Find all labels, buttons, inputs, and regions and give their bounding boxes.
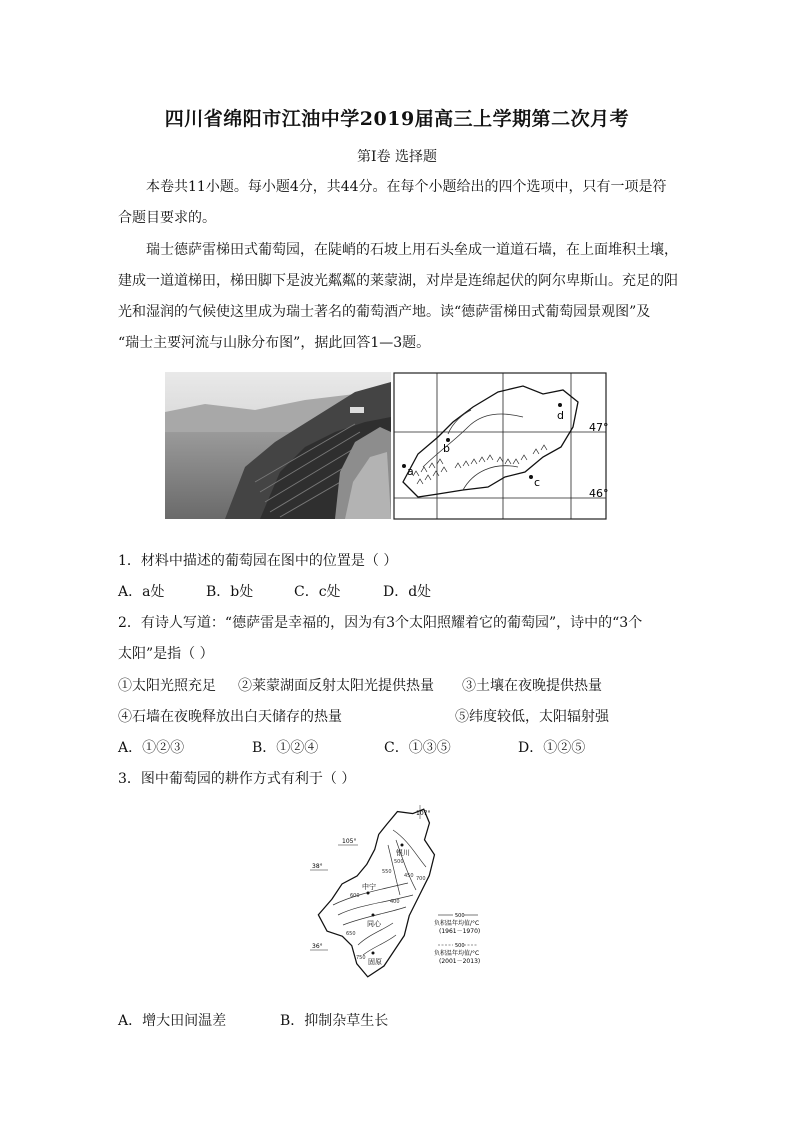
passage-line-4: “瑞士主要河流与山脉分布图”，据此回答1—3题。 <box>118 335 431 351</box>
lon-105-label: 105° <box>342 838 357 845</box>
legend1-label: 负积温年均值/°C <box>434 920 480 927</box>
city-yinchuan-label: 银川 <box>396 849 410 857</box>
isoline-label: 750 <box>356 955 366 961</box>
lon-107-label: 107° <box>416 810 431 817</box>
legend2-years: (2001－2013) <box>439 958 481 965</box>
q3-option-b: B．抑制杂草生长 <box>280 1013 389 1029</box>
lat-36-label: 36° <box>312 943 323 950</box>
ningxia-isoline-map <box>298 805 508 980</box>
isoline-label: 600 <box>350 893 360 899</box>
q1-stem: 1．材料中描述的葡萄园在图中的位置是（ ） <box>118 553 398 569</box>
point-d-label: d <box>557 409 564 422</box>
legend1-value: 500 <box>455 913 465 919</box>
switzerland-river-mountain-map <box>393 372 617 522</box>
map-legend <box>434 913 480 965</box>
isoline-label: 500 <box>394 859 404 865</box>
isoline-label: 550 <box>382 869 392 875</box>
q2-stem-line-1: 2．有诗人写道：“德萨雷是幸福的，因为有3个太阳照耀着它的葡萄园”，诗中的“3个 <box>118 615 643 631</box>
intro-line-2: 合题目要求的。 <box>118 210 216 226</box>
q2-option-c: C．①③⑤ <box>384 740 451 756</box>
city-tongxin-label: 同心 <box>367 920 381 928</box>
lat-46-label: 46° <box>589 487 609 500</box>
passage-line-1: 瑞士德萨雷梯田式葡萄园，在陡峭的石坡上用石头垒成一道道石墙，在上面堆积土壤， <box>146 242 678 258</box>
point-a-label: a <box>407 465 414 478</box>
q2-option-b: B．①②④ <box>252 740 319 756</box>
q2-option-a: A．①②③ <box>118 740 185 756</box>
lat-38-label: 38° <box>312 863 323 870</box>
figure-vineyard-and-map <box>165 372 617 522</box>
isoline-label: 400 <box>390 899 400 905</box>
q2-option-d: D．①②⑤ <box>518 740 586 756</box>
intro-line-1: 本卷共11小题。每小题4分，共44分。在每个小题给出的四个选项中，只有一项是符 <box>146 179 667 195</box>
q2-item-5: ⑤纬度较低，太阳辐射强 <box>455 709 609 725</box>
q2-item-3: ③土壤在夜晚提供热量 <box>462 678 602 694</box>
q3-stem: 3．图中葡萄园的耕作方式有利于（ ） <box>118 771 356 787</box>
lat-47-label: 47° <box>589 421 609 434</box>
point-c-label: c <box>534 476 541 489</box>
q1-option-c: C．c处 <box>294 584 341 600</box>
passage-line-3: 光和湿润的气候使这里成为瑞士著名的葡萄酒产地。读“德萨雷梯田式葡萄园景观图”及 <box>118 304 651 320</box>
legend2-value: 500 <box>455 943 465 949</box>
q1-option-d: D．d处 <box>383 584 432 600</box>
legend1-years: (1961－1970) <box>439 928 481 935</box>
q1-option-a: A．a处 <box>118 584 165 600</box>
q2-item-1: ①太阳光照充足 <box>118 678 216 694</box>
passage-line-2: 建成一道道梯田，梯田脚下是波光粼粼的莱蒙湖，对岸是连绵起伏的阿尔卑斯山。充足的阳 <box>118 273 678 289</box>
legend2-label: 负积温年均值/°C <box>434 950 480 957</box>
city-guyuan-label: 固原 <box>368 958 382 966</box>
page-title: 四川省绵阳市江油中学2019届高三上学期第二次月考 <box>164 108 630 130</box>
q2-stem-line-2: 太阳”是指（ ） <box>118 646 214 662</box>
isoline-label: 450 <box>404 873 414 879</box>
isoline-label: 650 <box>346 931 356 937</box>
q2-item-4: ④石墙在夜晚释放出白天储存的热量 <box>118 709 342 725</box>
isoline-label: 700 <box>416 876 426 882</box>
q1-option-b: B．b处 <box>206 584 254 600</box>
q2-item-2: ②莱蒙湖面反射太阳光提供热量 <box>238 678 434 694</box>
q3-option-a: A．增大田间温差 <box>118 1013 227 1029</box>
vineyard-photo <box>165 372 391 519</box>
city-zhongning-label: 中宁 <box>362 883 376 891</box>
point-b-label: b <box>443 442 450 455</box>
section-title: 第Ⅰ卷 选择题 <box>357 149 437 165</box>
